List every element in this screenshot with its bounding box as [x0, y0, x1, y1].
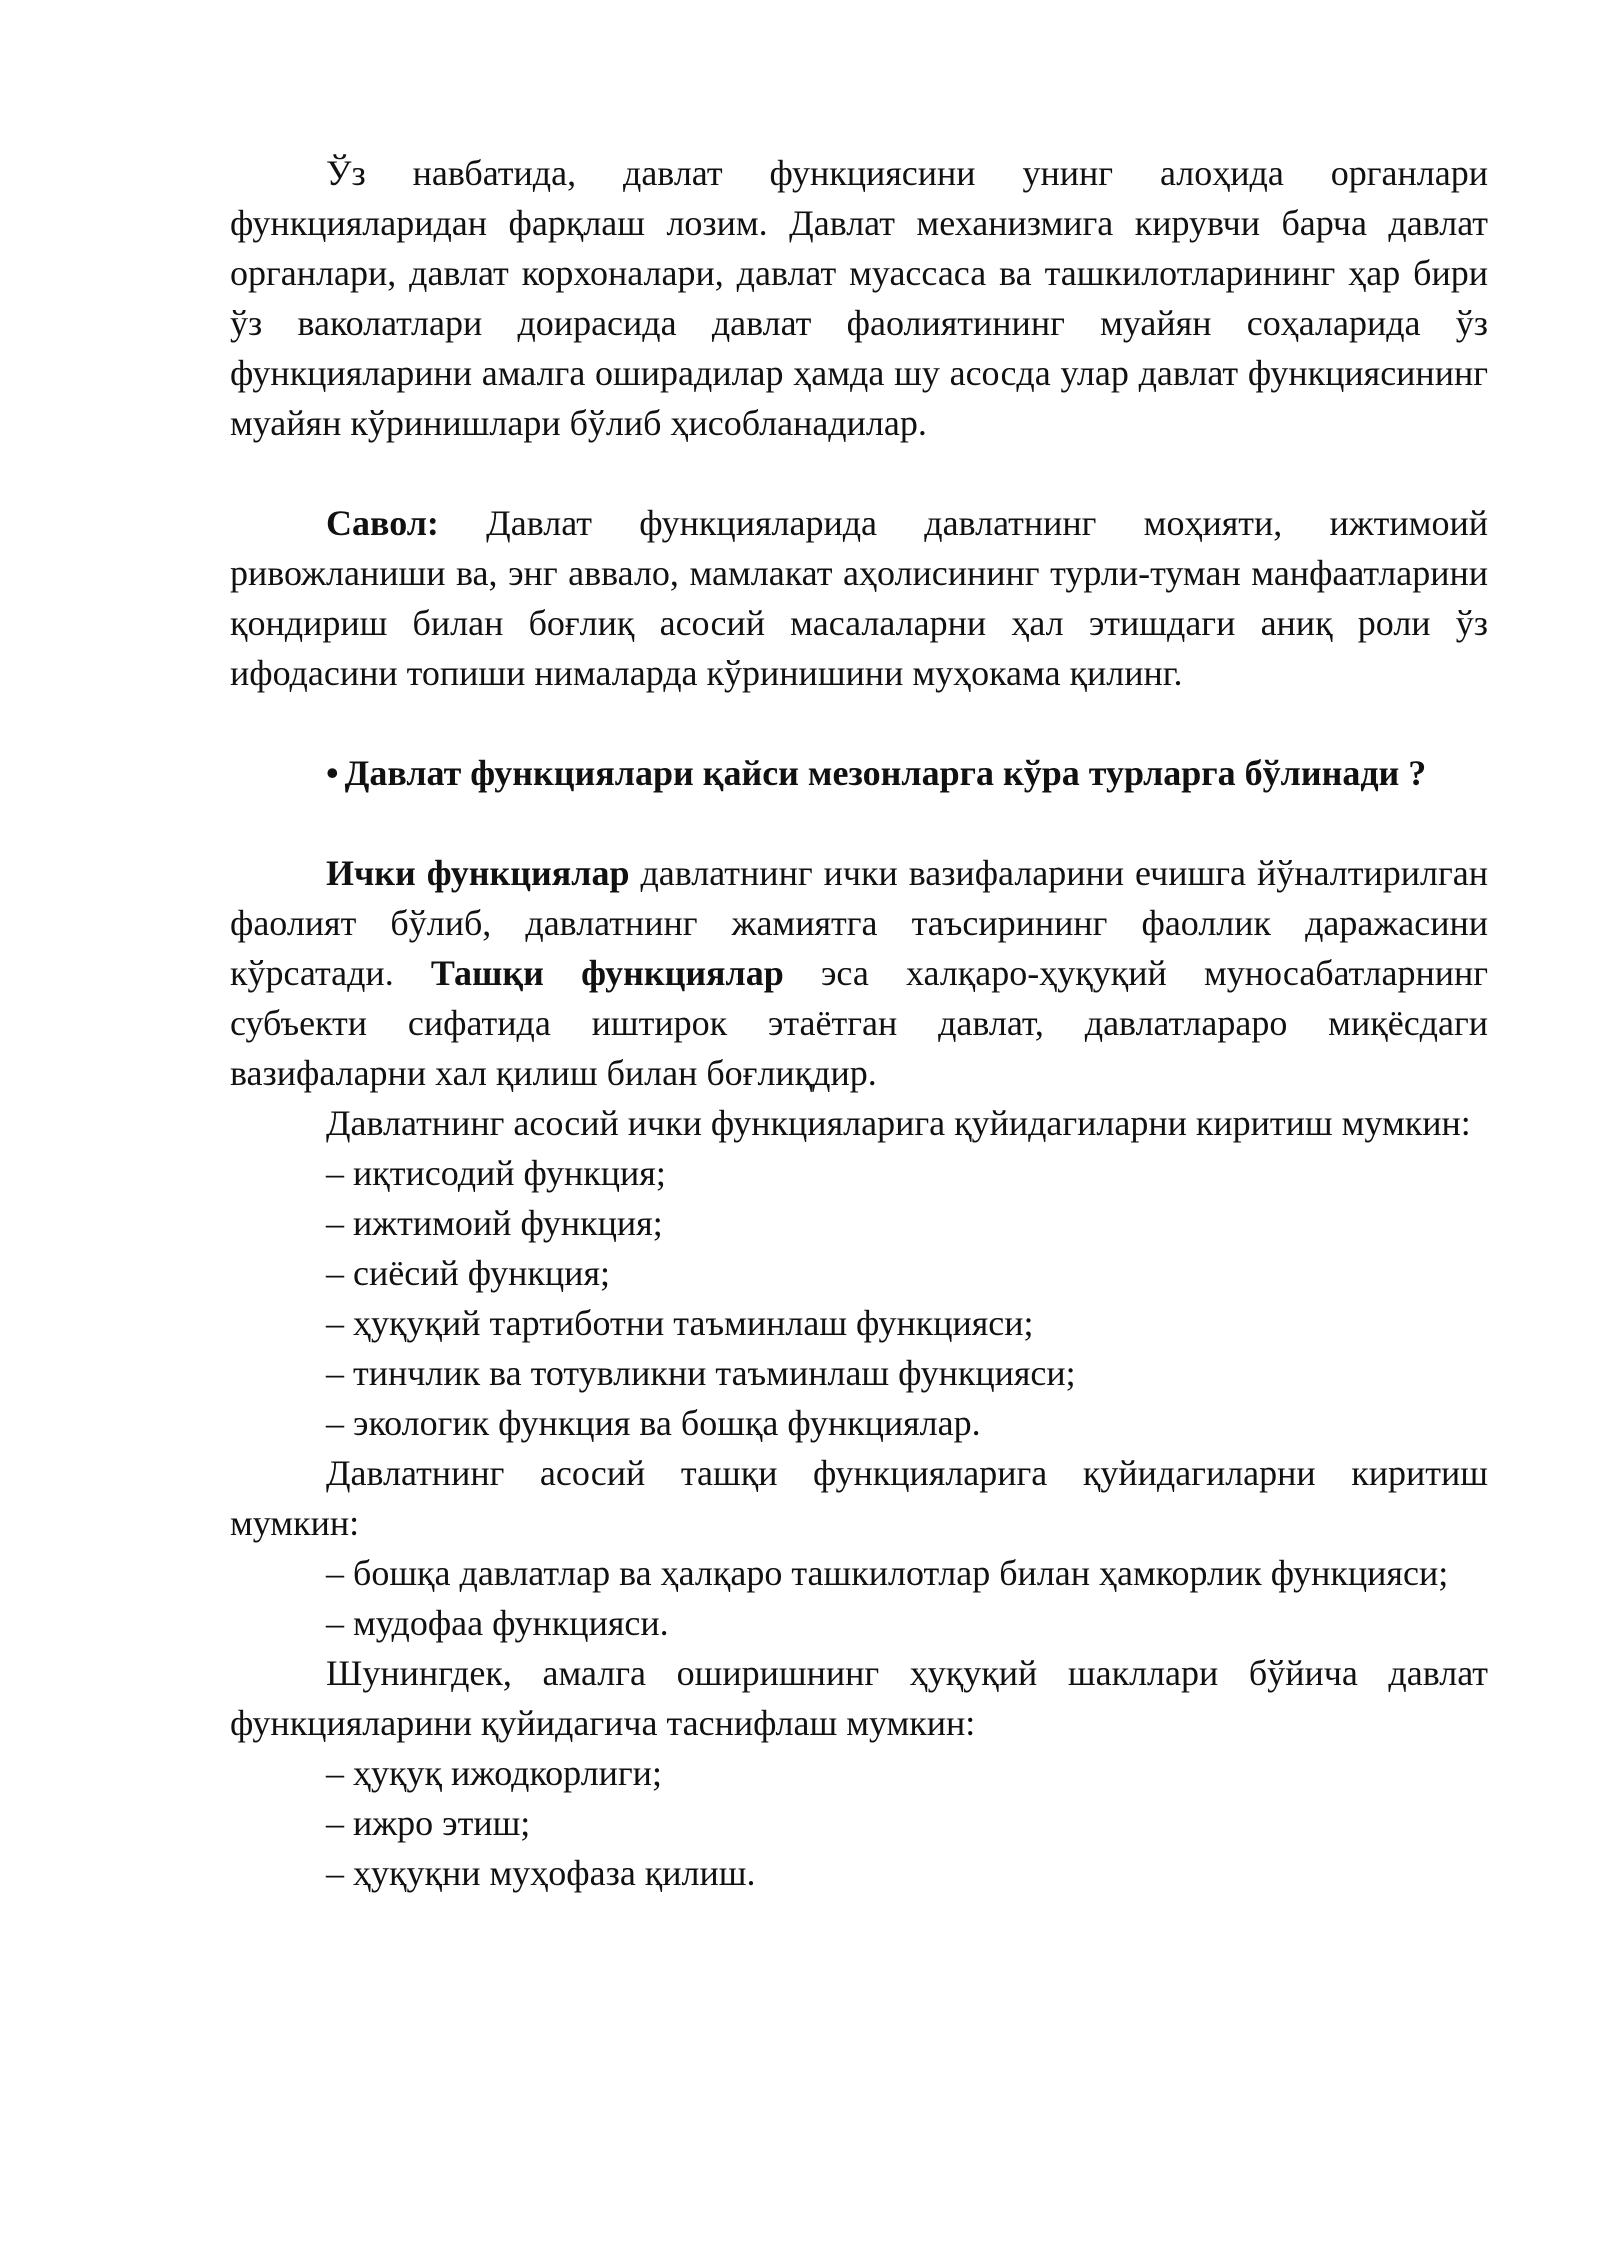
- list-item: – ижтимоий функция;: [326, 1203, 663, 1243]
- list-item: – сиёсий функция;: [326, 1253, 611, 1293]
- term-internal-functions: Ички функциялар: [326, 853, 630, 893]
- list-item: – ҳуқуқни муҳофаза қилиш.: [326, 1853, 756, 1893]
- list-item: – бошқа давлатлар ва ҳалқаро ташкилотлар билан ҳамкорлик функцияси;: [326, 1553, 1449, 1593]
- question-text: Давлат функцияларида давлатнинг моҳияти, ижтимоий ривожланиши ва, энг аввало, мамлакат аҳолисининг турли-туман манфаатларини қондириш билан боғлиқ асосий масалаларни ҳал этишдаги аниқ роли ўз ифодасини топиши нималарда кўринишини муҳокама қилинг.: [230, 503, 1488, 693]
- question-paragraph: [230, 498, 1488, 698]
- list-item: – иқтисодий функция;: [326, 1153, 666, 1193]
- internal-functions-list: [230, 1148, 1488, 1448]
- section-heading: [230, 748, 1488, 798]
- external-functions-list: [230, 1548, 1488, 1648]
- internal-functions-text: давлатнинг ички вазифаларини ечишга йўналтирилган фаолият бўлиб, давлатнинг жамиятга таъсирининг фаоллик даражасини кўрсатади.: [230, 853, 1488, 993]
- section-heading-text: Давлат функциялари қайси мезонларга кўра турларга бўлинади ?: [344, 753, 1427, 793]
- legal-forms-intro: Шунингдек, амалга оширишнинг ҳуқуқий шакллари бўйича давлат функцияларини қуйидагича таснифлаш мумкин:: [230, 1653, 1488, 1743]
- internal-intro: Давлатнинг асосий ички функцияларига қуйидагиларни киритиш мумкин:: [326, 1103, 1471, 1143]
- external-intro: Давлатнинг асосий ташқи функцияларига қуйидагиларни киритиш мумкин:: [230, 1453, 1488, 1543]
- spacer: [230, 698, 1488, 748]
- functions-paragraph: [230, 848, 1488, 1098]
- list-item: – мудофаа функцияси.: [326, 1603, 669, 1643]
- question-label: Савол:: [326, 503, 439, 543]
- list-item: – ижро этиш;: [326, 1803, 531, 1843]
- external-functions-text: эса халқаро-ҳуқуқий муносабатларнинг субъекти сифатида иштирок этаётган давлат, давлатлараро миқёсдаги вазифаларни хал қилиш билан боғлиқдир.: [230, 953, 1489, 1093]
- spacer: [230, 798, 1488, 848]
- paragraph-intro: Ўз навбатида, давлат функциясини унинг алоҳида органлари функцияларидан фарқлаш лозим. Давлат механизмига кирувчи барча давлат органлари, давлат корхоналари, давлат муассаса ва ташкилотларининг ҳар бири ўз ваколатлари доирасида давлат фаолиятининг муайян соҳаларида ўз функцияларини амалга оширадилар ҳамда шу асосда улар давлат функциясининг муайян кўринишлари бўлиб ҳисобланадилар.: [230, 153, 1488, 443]
- legal-forms-list: [230, 1748, 1488, 1898]
- spacer: [230, 448, 1488, 498]
- list-item: – тинчлик ва тотувликни таъминлаш функцияси;: [326, 1353, 1076, 1393]
- list-item: – ҳуқуқ ижодкорлиги;: [326, 1753, 662, 1793]
- document-page: [230, 148, 1488, 1898]
- bullet-icon: •: [326, 753, 339, 793]
- list-item: – экологик функция ва бошқа функциялар.: [326, 1403, 981, 1443]
- list-item: – ҳуқуқий тартиботни таъминлаш функцияси;: [326, 1303, 1034, 1343]
- term-external-functions: Ташқи функциялар: [430, 953, 784, 993]
